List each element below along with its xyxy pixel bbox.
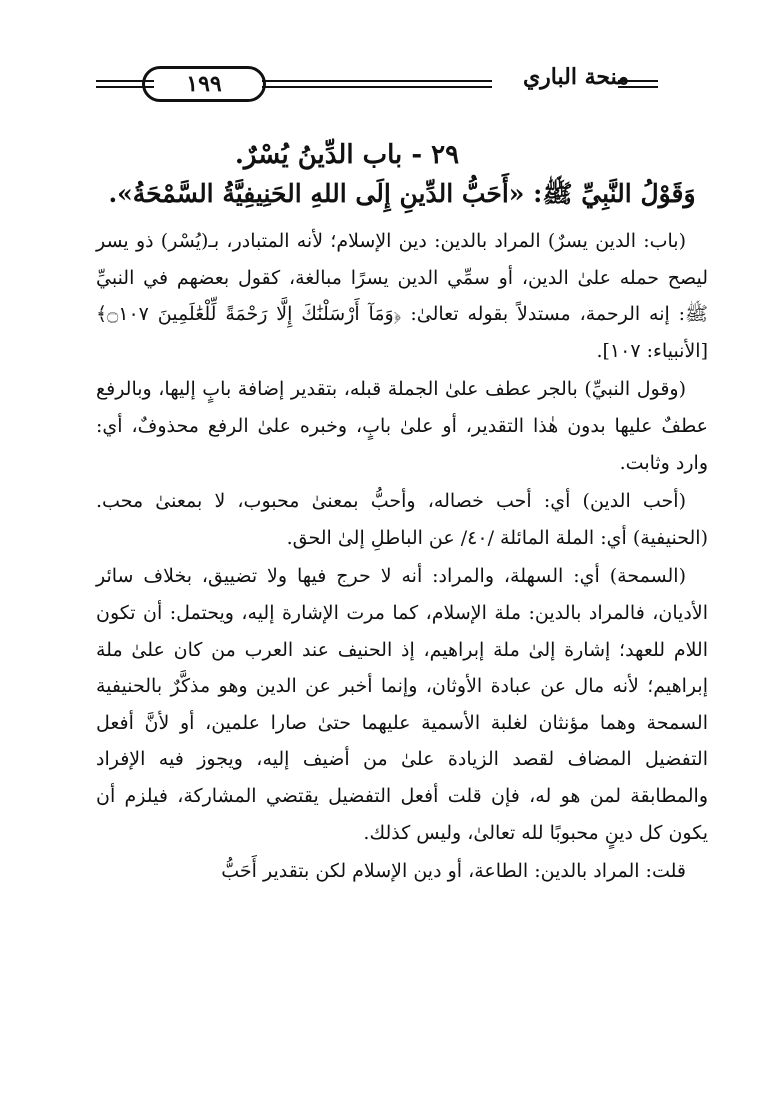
paragraph: (وقول النبيِّ) بالجر عطف علىٰ الجملة قبله، بتقدير إضافة بابٍ إليها، وبالرفع عطفٌ عليها بدون هٰذا التقدير، أو علىٰ بابٍ، وخبره علىٰ الرفع محذوفٌ، أي: وارد وثابت. <box>96 378 708 474</box>
chapter-title: ٢٩ - باب الدِّينُ يُسْرٌ. <box>234 140 460 170</box>
hadith-text: وَقَوْلُ النَّبِيِّ ﷺ: «أَحَبُّ الدِّينِ إِلَى اللهِ الحَنِيفِيَّةُ السَّمْحَةُ». <box>108 179 696 208</box>
page-number: ١٩٩ <box>186 71 222 97</box>
header-rule <box>262 86 492 88</box>
page-header <box>96 62 656 114</box>
paragraph: قلت: المراد بالدين: الطاعة، أو دين الإسلام لكن بتقدير أَحَبُّ <box>221 860 686 883</box>
page-number-badge <box>142 66 266 102</box>
header-rule <box>618 86 658 88</box>
header-rule <box>262 80 492 82</box>
paragraph: (السمحة) أي: السهلة، والمراد: أنه لا حرج فيها ولا تضييق، بخلاف سائر الأديان، فالمراد بالدين: ملة الإسلام، كما مرت الإشارة إليه، ويحتمل: أن تكون اللام للعهد؛ إشارة إلىٰ ملة إبراهيم، إذ الحنيف عند العرب من كان علىٰ ملة إبراهيم؛ لأنه مال عن عبادة الأوثان، وإنما أخبر عن الدين وهو مذكَّرٌ بالحنيفية السمحة وهما مؤنثان لغلبة الأسمية عليهما حتىٰ صارا علمين، أو لأنَّ أفعل التفضيل المضاف لقصد الزيادة علىٰ من أضيف إليه، ويجوز فيه الإفراد والمطابقة لمن هو له، فإن قلت أفعل التفضيل يقتضي المشاركة، فيلزم أن يكون كل دينٍ محبوبًا لله تعالىٰ، وليس كذلك. <box>96 565 708 844</box>
page-body <box>96 130 708 892</box>
paragraph: (باب: الدين يسرٌ) المراد بالدين: دين الإسلام؛ لأنه المتبادر، بـ(يُسْر) ذو يسر ليصح حمله علىٰ الدين، أو سمِّي الدين يسرًا مبالغة، كقول بعضهم في النبيِّ ﷺ: إنه الرحمة، مستدلاً بقوله تعالىٰ: ﴿وَمَآ أَرْسَلْنَٰكَ إِلَّا رَحْمَةً لِّلْعَٰلَمِينَ ۝١٠٧﴾ [الأنبياء: ١٠٧]. <box>96 230 708 362</box>
header-rule <box>618 80 658 82</box>
paragraph: (أحب الدين) أي: أحب خصاله، وأحبُّ بمعنىٰ محبوب، لا بمعنىٰ محب. (الحنيفية) أي: الملة المائلة /٤٠/ عن الباطلِ إلىٰ الحق. <box>96 490 708 549</box>
book-title: منحة الباري <box>522 64 630 90</box>
